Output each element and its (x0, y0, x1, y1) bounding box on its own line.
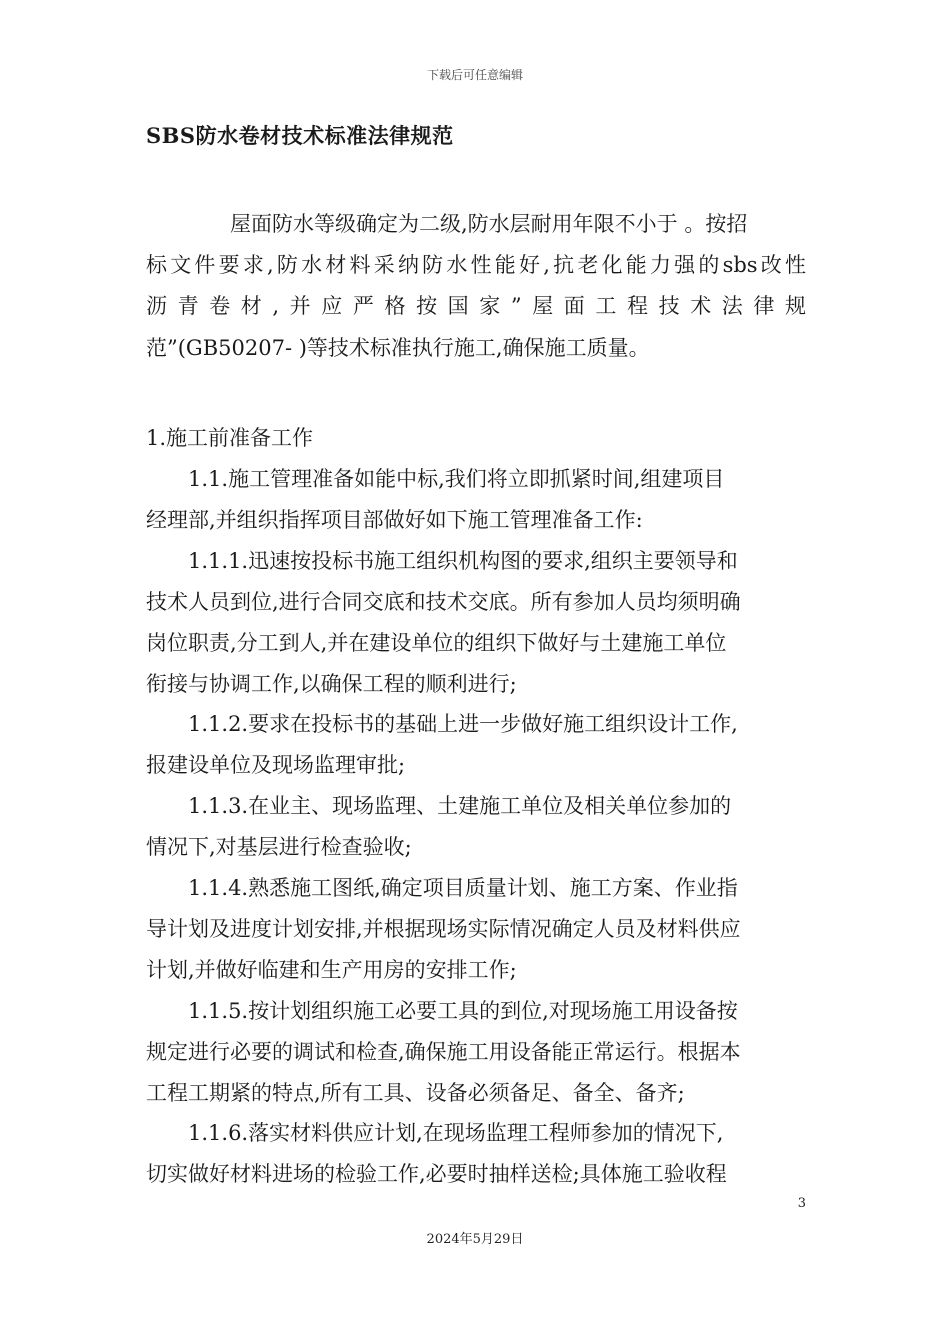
body-line: 1.1.3.在业主、现场监理、土建施工单位及相关单位参加的 (188, 794, 732, 818)
intro-line: 屋面防水等级确定为二级,防水层耐用年限不小于 。按招 (230, 212, 748, 236)
document-title: SBS防水卷材技术标准法律规范 (146, 123, 454, 148)
intro-line: 范”(GB50207- )等技术标准执行施工,确保施工质量。 (146, 336, 650, 360)
body-line: 切实做好材料进场的检验工作,必要时抽样送检;具体施工验收程 (146, 1162, 727, 1186)
body-line: 情况下,对基层进行检查验收; (146, 835, 412, 859)
section-heading: 1.施工前准备工作 (146, 426, 314, 450)
body-line: 工程工期紧的特点,所有工具、设备必须备足、备全、备齐; (146, 1081, 685, 1105)
body-line: 1.1.1.迅速按投标书施工组织机构图的要求,组织主要领导和 (188, 549, 738, 573)
intro-line: 标文件要求,防水材料采纳防水性能好,抗老化能力强的sbs改性 (146, 253, 806, 277)
body-line: 1.1.4.熟悉施工图纸,确定项目质量计划、施工方案、作业指 (188, 876, 738, 900)
body-line: 1.1.施工管理准备如能中标,我们将立即抓紧时间,组建项目 (188, 467, 725, 491)
body-line: 计划,并做好临建和生产用房的安排工作; (146, 958, 517, 982)
footer-date: 2024年5月29日 (426, 1232, 524, 1247)
body-line: 岗位职责,分工到人,并在建设单位的组织下做好与土建施工单位 (146, 631, 727, 655)
body-line: 衔接与协调工作,以确保工程的顺利进行; (146, 672, 517, 696)
body-line: 导计划及进度计划安排,并根据现场实际情况确定人员及材料供应 (146, 917, 741, 941)
intro-line: 沥青卷材,并应严格按国家”屋面工程技术法律规 (146, 294, 806, 318)
body-line: 1.1.6.落实材料供应计划,在现场监理工程师参加的情况下, (188, 1121, 724, 1145)
body-line: 规定进行必要的调试和检查,确保施工用设备能正常运行。根据本 (146, 1040, 741, 1064)
body-line: 1.1.2.要求在投标书的基础上进一步做好施工组织设计工作, (188, 712, 738, 736)
body-line: 报建设单位及现场监理审批; (146, 753, 406, 777)
body-line: 技术人员到位,进行合同交底和技术交底。所有参加人员均须明确 (146, 590, 741, 614)
header-note: 下载后可任意编辑 (426, 68, 523, 82)
body-line: 经理部,并组织指挥项目部做好如下施工管理准备工作: (146, 508, 643, 532)
body-line: 1.1.5.按计划组织施工必要工具的到位,对现场施工用设备按 (188, 999, 738, 1023)
page-number: 3 (797, 1196, 806, 1211)
